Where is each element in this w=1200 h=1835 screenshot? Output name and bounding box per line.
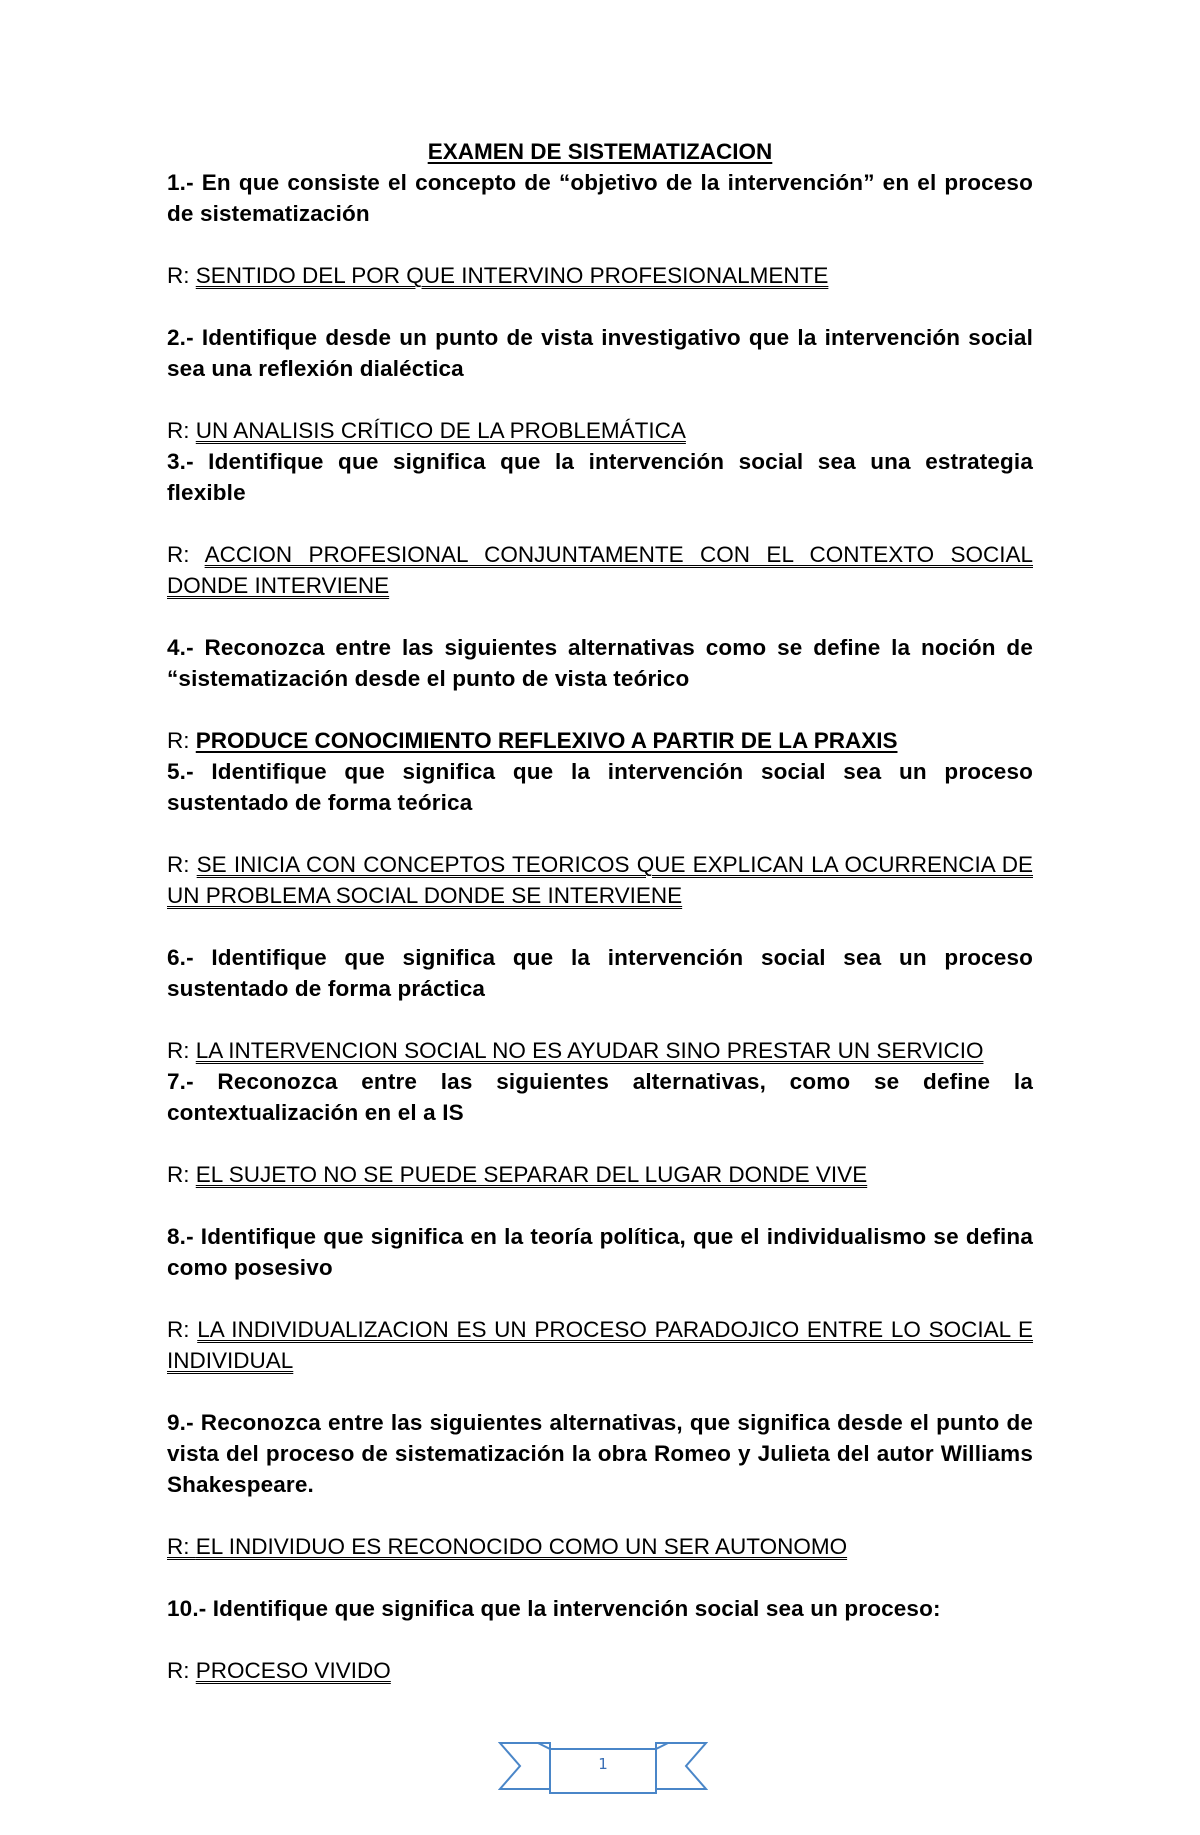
question-8: 8.- Identifique que significa en la teoría política, que el individualismo se defina como posesivo (167, 1224, 1033, 1280)
question-9: 9.- Reconozca entre las siguientes alternativas, que significa desde el punto de vista del proceso de sistematización la obra Romeo y Julieta del autor Williams Shakespeare. (167, 1410, 1033, 1497)
answer-10 (167, 1655, 1033, 1686)
answer-9 (167, 1531, 1033, 1562)
question-6: 6.- Identifique que significa que la intervención social sea un proceso sustentado de forma práctica (167, 945, 1033, 1001)
answer-text: UN ANALISIS CRÍTICO DE LA PROBLEMÁTICA (195, 418, 686, 443)
answer-label: R: (167, 418, 190, 443)
answer-label: R: (167, 1162, 190, 1187)
answer-label: R: (167, 1317, 190, 1342)
answer-text: LA INDIVIDUALIZACION ES UN PROCESO PARADOJICO ENTRE LO SOCIAL E INDIVIDUAL (167, 1317, 1033, 1373)
question-10: 10.- Identifique que significa que la intervención social sea un proceso: (167, 1596, 941, 1621)
page-number: 1 (598, 1755, 608, 1773)
answer-text: LA INTERVENCION SOCIAL NO ES AYUDAR SINO PRESTAR UN SERVICIO (195, 1038, 984, 1063)
question-2: 2.- Identifique desde un punto de vista investigativo que la intervención social sea una reflexión dialéctica (167, 325, 1033, 381)
answer-text: ACCION PROFESIONAL CONJUNTAMENTE CON EL CONTEXTO SOCIAL DONDE INTERVIENE (167, 542, 1033, 598)
question-3: 3.- Identifique que significa que la intervención social sea una estrategia flexible (167, 449, 1033, 505)
answer-4 (167, 725, 1033, 756)
answer-1 (167, 260, 1033, 291)
answer-8 (167, 1314, 1033, 1376)
answer-label: R: (167, 263, 190, 288)
question-1: 1.- En que consiste el concepto de “objetivo de la intervención” en el proceso de sistematización (167, 170, 1033, 226)
answer-label: R: (167, 1534, 190, 1559)
answer-5 (167, 849, 1033, 911)
answer-3 (167, 539, 1033, 601)
answer-text: PROCESO VIVIDO (195, 1658, 391, 1683)
answer-label: R: (167, 852, 190, 877)
answer-text: PRODUCE CONOCIMIENTO REFLEXIVO A PARTIR DE LA PRAXIS (195, 728, 898, 753)
answer-label: R: (167, 542, 190, 567)
answer-text: EL SUJETO NO SE PUEDE SEPARAR DEL LUGAR DONDE VIVE (195, 1162, 868, 1187)
answer-text: R: EL INDIVIDUO ES RECONOCIDO COMO UN SER AUTONOMO (167, 1534, 848, 1559)
answer-7 (167, 1159, 1033, 1190)
document-body (167, 136, 1033, 1686)
answer-text: SENTIDO DEL POR QUE INTERVINO PROFESIONALMENTE (195, 263, 829, 288)
question-5: 5.- Identifique que significa que la intervención social sea un proceso sustentado de forma teórica (167, 759, 1033, 815)
answer-label: R: (167, 1038, 190, 1063)
question-4: 4.- Reconozca entre las siguientes alternativas como se define la noción de “sistematización desde el punto de vista teórico (167, 635, 1033, 691)
page-footer (498, 1735, 708, 1797)
answer-6 (167, 1035, 1033, 1066)
question-7: 7.- Reconozca entre las siguientes alternativas, como se define la contextualización en el a IS (167, 1069, 1033, 1125)
answer-label: R: (167, 728, 190, 753)
answer-label: R: (167, 1658, 190, 1683)
answer-2 (167, 415, 1033, 446)
answer-text: SE INICIA CON CONCEPTOS TEORICOS QUE EXPLICAN LA OCURRENCIA DE UN PROBLEMA SOCIAL DONDE SE INTERVIENE (167, 852, 1033, 908)
document-title: EXAMEN DE SISTEMATIZACION (427, 139, 773, 164)
